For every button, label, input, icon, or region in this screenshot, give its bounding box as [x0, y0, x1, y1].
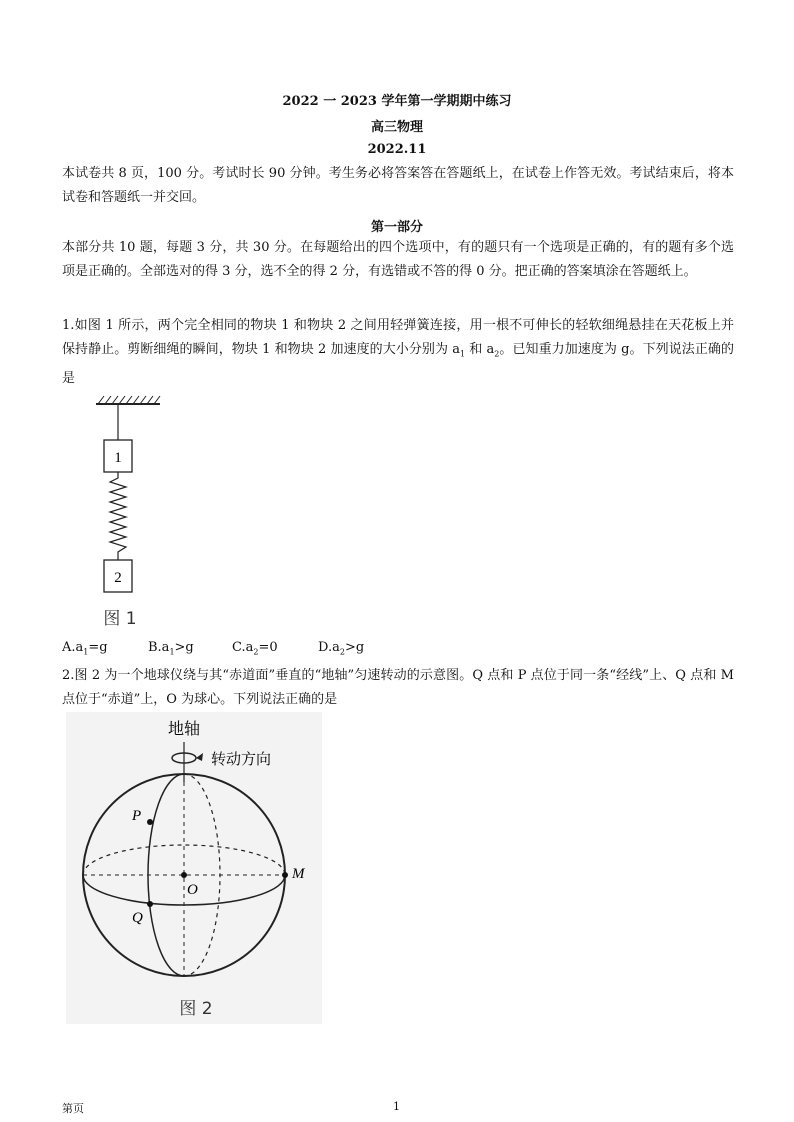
spring [110, 472, 126, 560]
figure-2 [66, 712, 322, 1024]
point-o [181, 872, 187, 878]
axis-label: 地轴 [167, 719, 201, 738]
figure-2-caption: 图 2 [179, 999, 213, 1019]
subject-title: 高三物理 [370, 120, 423, 135]
q1-option-b[interactable]: $B.a_1>g$ [148, 640, 194, 657]
label-m: M [292, 866, 305, 882]
exam-title: 2022 一 2023 学年第一学期期中练习 [282, 94, 512, 109]
q1-option-c[interactable]: $C.a_2=0$ [232, 640, 278, 657]
q1-option-a[interactable]: $A.a_1=g$ [62, 640, 108, 657]
block-1-label: 1 [114, 450, 122, 466]
label-p: P [132, 808, 142, 824]
exam-date: 2022.11 [367, 142, 427, 157]
label-q: Q [132, 910, 143, 926]
rotation-label: 转动方向 [211, 750, 272, 768]
q1-stem: 1.如图 1 所示，两个完全相同的物块 1 和物块 2 之间用轻弹簧连接，用一根不可伸长的轻软细绳悬挂在天花板上并保持静止。剪断细绳的瞬间，物块 1 和物块 2 加速度的大小分别为 $a_1$ 和 $a_2$。已知重力加速度为 g。下列说法正确的是 [62, 318, 734, 386]
part1-heading: 第一部分 [370, 220, 423, 235]
point-m [282, 872, 288, 878]
figure-1 [90, 392, 170, 632]
part1-instructions: 本部分共 10 题，每题 3 分，共 30 分。在每题给出的四个选项中，有的题只有一个选项是正确的，有的题有多个选项是正确的。全部选对的得 3 分，选不全的得 2 分，有选错或不答的得 0 分。把正确的答案填涂在答题纸上。 [62, 240, 734, 279]
footer-left: 第页 [62, 1102, 84, 1115]
figure-1-caption: 图 1 [103, 609, 137, 629]
label-o: O [187, 882, 198, 898]
page-number: 1 [393, 1100, 400, 1113]
q2-stem: 2.图 2 为一个地球仪绕与其“赤道面”垂直的“地轴”匀速转动的示意图。Q 点和 P 点位于同一条“经线”上、Q 点和 M 点位于“赤道”上，O 为球心。下列说法正确的是 [62, 668, 734, 707]
q1-option-d[interactable]: $D.a_2>g$ [318, 640, 365, 657]
point-p [147, 819, 153, 825]
block-2-label: 2 [114, 570, 122, 586]
point-q [147, 901, 153, 907]
intro-paragraph: 本试卷共 8 页，100 分。考试时长 90 分钟。考生务必将答案答在答题纸上，在试卷上作答无效。考试结束后，将本试卷和答题纸一并交回。 [62, 166, 734, 205]
